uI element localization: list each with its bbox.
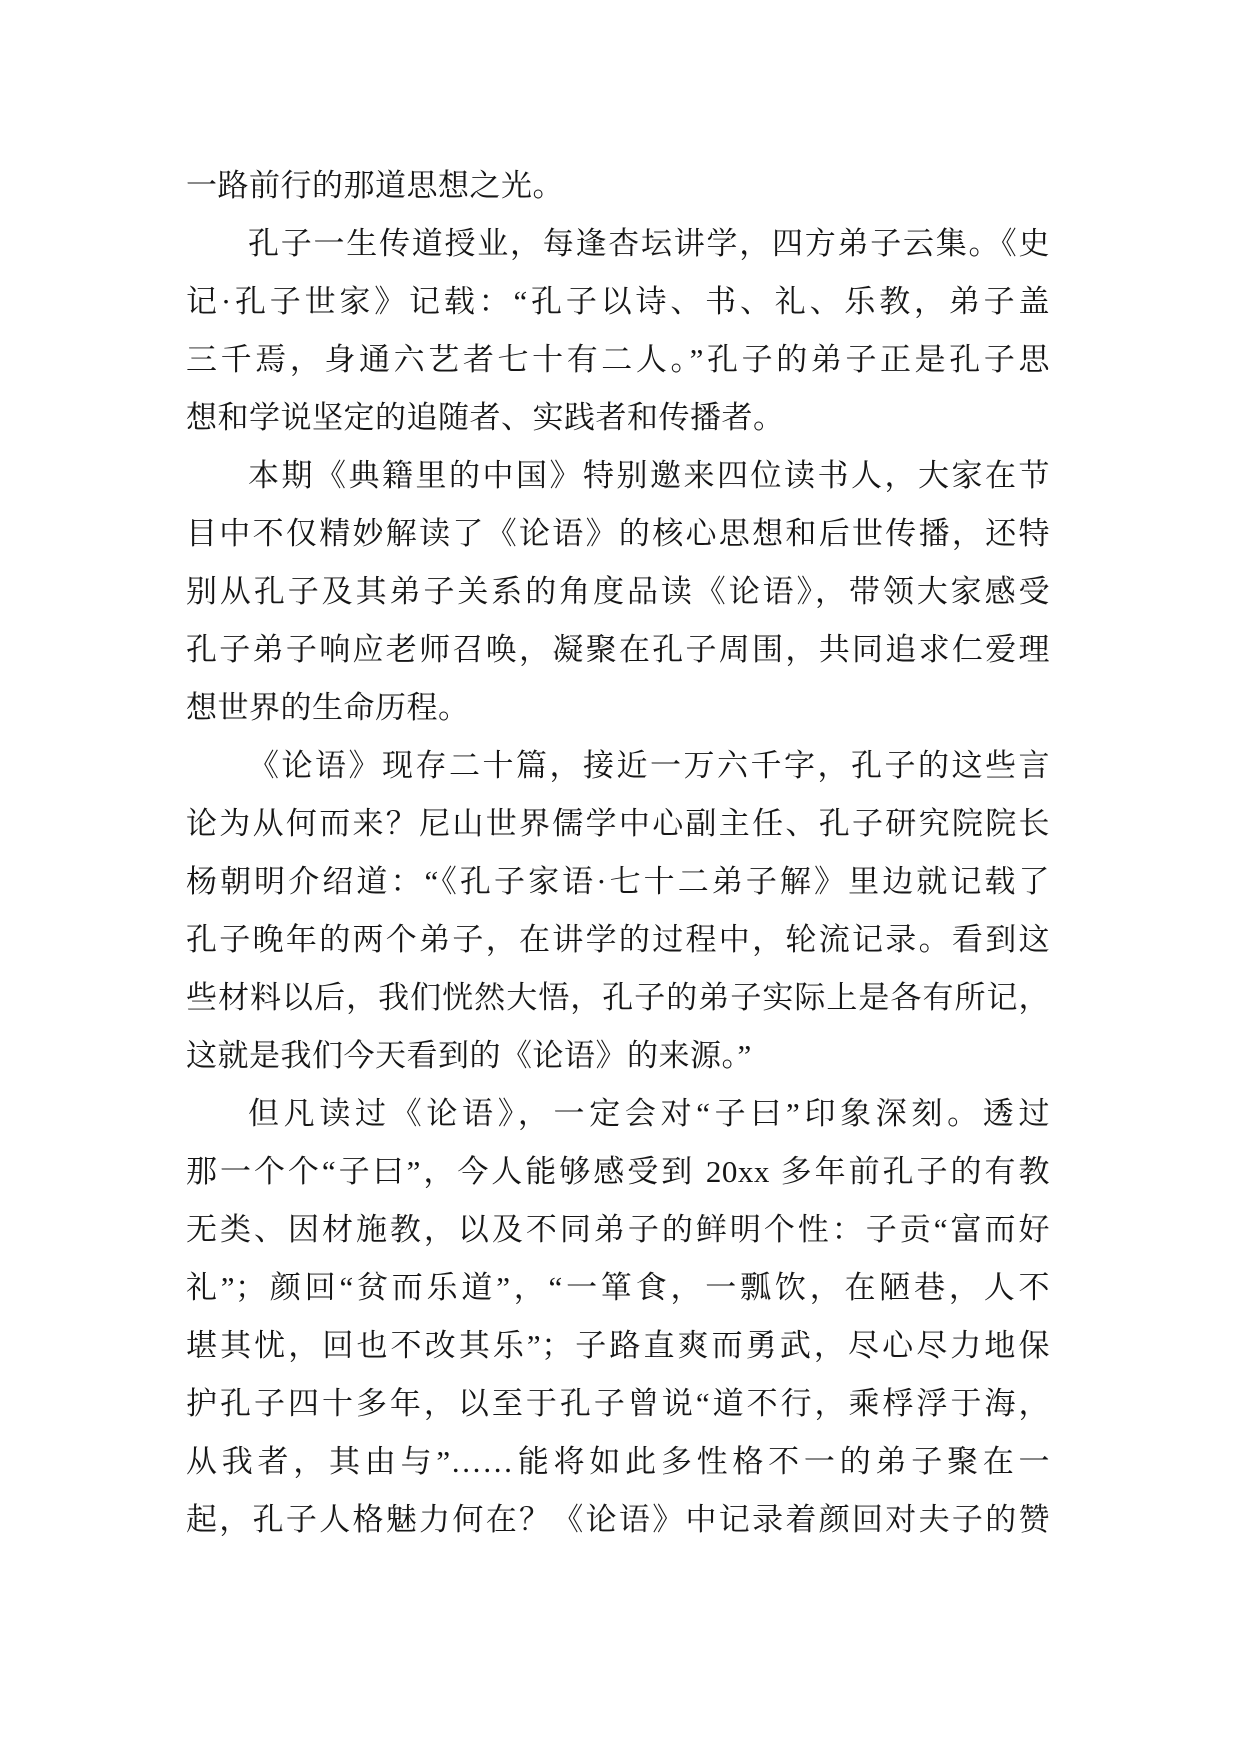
text-line: 起，孔子人格魅力何在？《论语》中记录着颜回对夫子的赞 <box>186 1502 1050 1537</box>
paragraph <box>186 215 1050 447</box>
paragraph <box>186 447 1050 737</box>
paragraph <box>186 157 1050 215</box>
document-body <box>186 157 1050 1549</box>
text-line: 孔子弟子响应老师召唤，凝聚在孔子周围，共同追求仁爱理 <box>186 632 1050 667</box>
text-line: 记·孔子世家》记载：“孔子以诗、书、礼、乐教，弟子盖 <box>186 284 1050 319</box>
text-line: 从我者，其由与”……能将如此多性格不一的弟子聚在一 <box>186 1444 1050 1479</box>
text-line: 杨朝明介绍道：“《孔子家语·七十二弟子解》里边就记载了 <box>186 864 1050 899</box>
text-line: 孔子晚年的两个弟子，在讲学的过程中，轮流记录。看到这 <box>186 922 1050 957</box>
text-line: 孔子一生传道授业，每逢杏坛讲学，四方弟子云集。《史 <box>248 226 1050 261</box>
paragraph <box>186 1085 1050 1549</box>
text-line: 无类、因材施教，以及不同弟子的鲜明个性：子贡“富而好 <box>186 1212 1050 1247</box>
text-line: 三千焉，身通六艺者七十有二人。”孔子的弟子正是孔子思 <box>186 342 1050 377</box>
text-line: 目中不仅精妙解读了《论语》的核心思想和后世传播，还特 <box>186 516 1050 551</box>
text-line: 些材料以后，我们恍然大悟，孔子的弟子实际上是各有所记， <box>186 980 1050 1015</box>
text-line: 《论语》现存二十篇，接近一万六千字，孔子的这些言 <box>248 748 1050 783</box>
text-line: 论为从何而来？尼山世界儒学中心副主任、孔子研究院院长 <box>186 806 1050 841</box>
paragraph <box>186 737 1050 1085</box>
text-line: 一路前行的那道思想之光。 <box>186 168 564 203</box>
text-line: 护孔子四十多年，以至于孔子曾说“道不行，乘桴浮于海， <box>186 1386 1050 1421</box>
text-line: 堪其忧，回也不改其乐”；子路直爽而勇武，尽心尽力地保 <box>186 1328 1050 1363</box>
text-line: 想世界的生命历程。 <box>186 690 470 725</box>
text-line: 那一个个“子曰”，今人能够感受到 20xx 多年前孔子的有教 <box>186 1154 1050 1189</box>
text-line: 别从孔子及其弟子关系的角度品读《论语》，带领大家感受 <box>186 574 1050 609</box>
text-line: 本期《典籍里的中国》特别邀来四位读书人，大家在节 <box>248 458 1050 493</box>
text-line: 礼”；颜回“贫而乐道”，“一箪食，一瓢饮，在陋巷，人不 <box>186 1270 1050 1305</box>
text-line: 这就是我们今天看到的《论语》的来源。” <box>186 1038 752 1073</box>
text-line: 但凡读过《论语》，一定会对“子曰”印象深刻。透过 <box>248 1096 1050 1131</box>
text-line: 想和学说坚定的追随者、实践者和传播者。 <box>186 400 785 435</box>
